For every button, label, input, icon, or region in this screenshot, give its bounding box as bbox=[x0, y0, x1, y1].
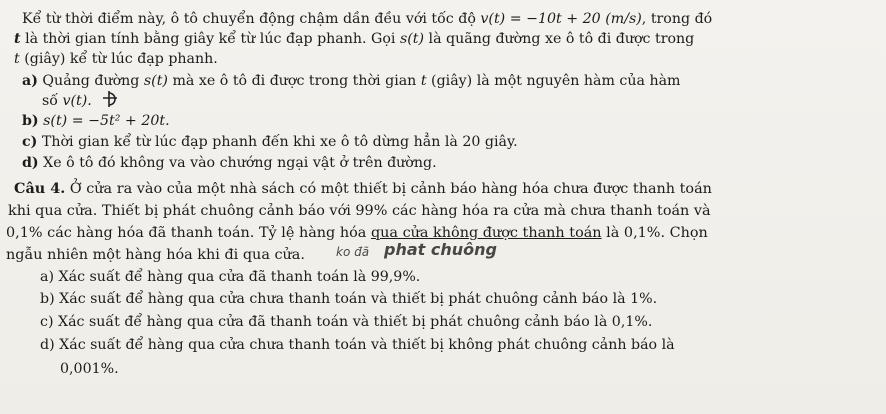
question-underlined-text: qua cửa không được thanh toán bbox=[370, 225, 602, 241]
intro-line-3 bbox=[14, 50, 218, 68]
item-a-cont bbox=[42, 92, 92, 110]
item-label: d) bbox=[22, 155, 39, 171]
item-label: c) bbox=[22, 134, 38, 150]
option-text: Xác suất để hàng qua cửa chưa thanh toán và thiết bị không phát chuông cảnh báo là bbox=[59, 337, 675, 353]
option-text: Xác suất để hàng qua cửa đã thanh toán và thiết bị phát chuông cảnh báo là 0,1%. bbox=[58, 314, 653, 330]
item-label: a) bbox=[22, 73, 38, 89]
intro-text: Kể từ thời điểm này, ô tô chuyển động chậm dần đều với tốc độ bbox=[22, 11, 481, 27]
item-b bbox=[22, 112, 170, 130]
option-text: 0,001%. bbox=[60, 361, 119, 377]
question-text: là 0,1%. Chọn bbox=[601, 225, 708, 241]
question-title: Câu 4. bbox=[14, 180, 66, 197]
intro-text: là thời gian tính bằng giây kể từ lúc đạp phanh. Gọi bbox=[20, 31, 400, 47]
option-label: c) bbox=[40, 314, 54, 330]
option-d-cont bbox=[60, 360, 119, 378]
item-text: số bbox=[42, 93, 63, 109]
question-text: Ở cửa ra vào của một nhà sách có một thiết bị cảnh báo hàng hóa chưa được thanh toán bbox=[65, 181, 712, 197]
handwritten-mark-icon bbox=[100, 88, 120, 110]
question-4-line-2 bbox=[8, 202, 711, 220]
intro-line-2 bbox=[14, 30, 694, 48]
item-formula: s(t) = −5t² + 20t. bbox=[43, 113, 170, 129]
intro-text: , trong đó bbox=[641, 11, 713, 27]
item-c bbox=[22, 133, 518, 151]
question-4-line-4 bbox=[6, 246, 305, 264]
item-d bbox=[22, 154, 437, 172]
distance-formula: s(t) bbox=[399, 31, 425, 47]
option-a bbox=[40, 268, 420, 286]
item-text: Xe ô tô đó không va vào chướng ngại vật ở trên đường. bbox=[43, 155, 437, 171]
question-text: ngẫu nhiên một hàng hóa khi đi qua cửa. bbox=[6, 247, 305, 263]
velocity-formula: v(t) = −10t + 20 (m/s) bbox=[480, 11, 642, 27]
question-text: 0,1% các hàng hóa đã thanh toán. Tỷ lệ hàng hóa bbox=[6, 225, 371, 241]
intro-line-1 bbox=[22, 10, 712, 28]
item-text: Quảng đường bbox=[42, 73, 144, 89]
option-label: d) bbox=[40, 337, 55, 353]
option-d bbox=[40, 336, 675, 354]
option-c bbox=[40, 313, 652, 331]
option-label: b) bbox=[40, 291, 55, 307]
item-text: Thời gian kể từ lúc đạp phanh đến khi xe ô tô dừng hẳn là 20 giây. bbox=[41, 134, 518, 150]
item-text: (giây) là một nguyên hàm của hàm bbox=[426, 73, 681, 89]
option-b bbox=[40, 290, 657, 308]
question-text: khi qua cửa. Thiết bị phát chuông cảnh báo với 99% các hàng hóa ra cửa mà chưa thanh toán và bbox=[8, 203, 711, 219]
intro-text: (giây) kể từ lúc đạp phanh. bbox=[19, 51, 218, 67]
item-formula: s(t) bbox=[143, 73, 168, 89]
variable-t: t bbox=[14, 31, 21, 47]
item-text: mà xe ô tô đi được trong thời gian bbox=[167, 73, 421, 89]
question-4-line-3 bbox=[6, 224, 708, 242]
question-4-line-1 bbox=[14, 180, 712, 198]
option-text: Xác suất để hàng qua cửa đã thanh toán là 99,9%. bbox=[58, 269, 421, 285]
item-formula: t bbox=[420, 73, 427, 89]
option-text: Xác suất để hàng qua cửa chưa thanh toán và thiết bị phát chuông cảnh báo là 1%. bbox=[59, 291, 658, 307]
variable-t: t bbox=[14, 51, 20, 67]
item-a bbox=[22, 72, 681, 90]
option-label: a) bbox=[40, 269, 54, 285]
item-formula: v(t). bbox=[62, 93, 92, 109]
handwritten-note: phat chuông bbox=[384, 240, 497, 259]
item-label: b) bbox=[22, 113, 39, 129]
intro-text: là quãng đường xe ô tô đi được trong bbox=[424, 31, 695, 47]
handwritten-note: ko đã bbox=[336, 245, 370, 259]
